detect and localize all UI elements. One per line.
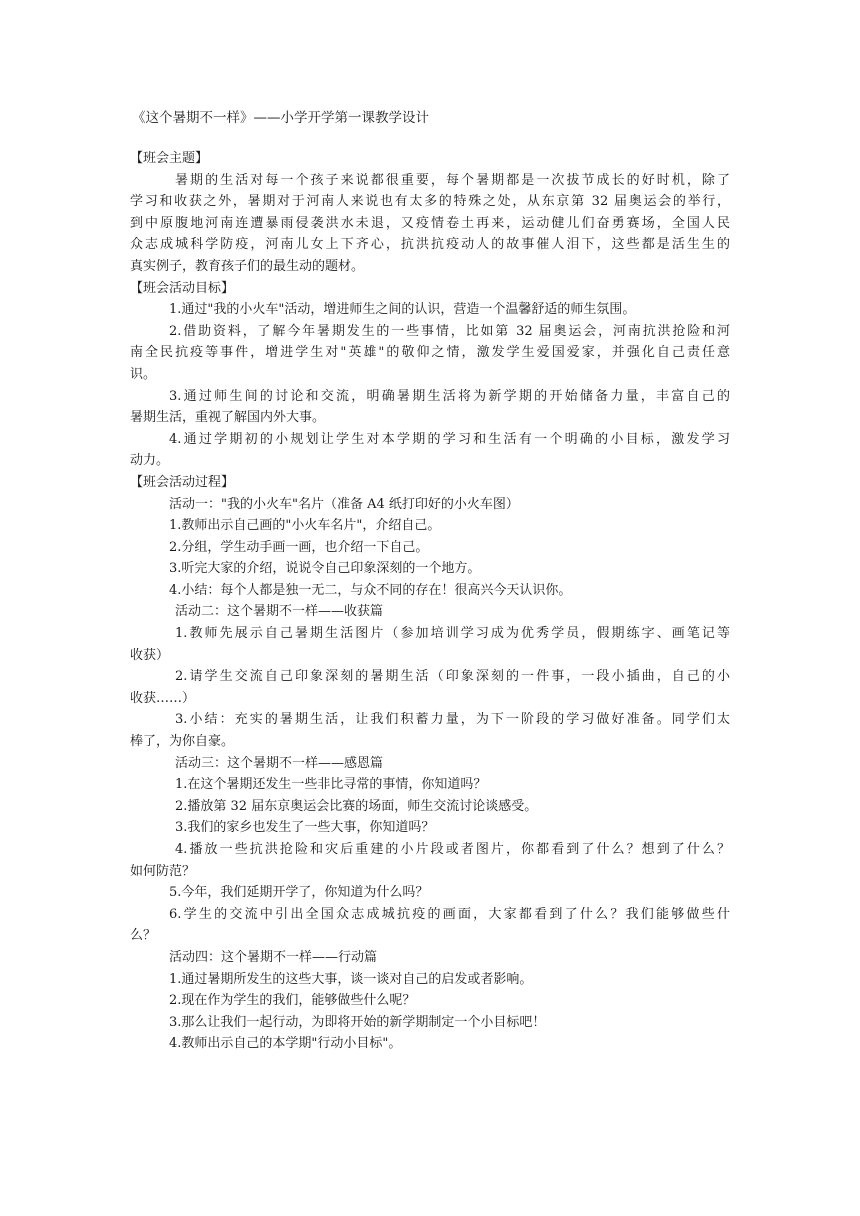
text-line: 3.那么让我们一起行动，为即将开始的新学期制定一个小目标吧！ [169, 1014, 546, 1030]
text-line: 2.现在作为学生的我们，能够做些什么呢？ [169, 993, 416, 1009]
text-line: 么？ [130, 928, 157, 944]
text-line: 3.我们的家乡也发生了一些大事，你知道吗？ [175, 820, 435, 836]
text-line: 真实例子，教育孩子们的最生动的题材。 [130, 258, 365, 274]
text-line: 1.在这个暑期还发生一些非比寻常的事情，你知道吗？ [175, 777, 487, 793]
text-line: 1.教师出示自己画的"小火车名片"，介绍自己。 [169, 518, 441, 534]
text-line: 4.小结：每个人都是独一无二，与众不同的存在！很高兴今天认识你。 [169, 582, 572, 598]
text-line: 2.播放第 32 届东京奥运会比赛的场面，师生交流讨论谈感受。 [175, 798, 538, 814]
text-line: 到中原腹地河南连遭暴雨侵袭洪水未退，又疫情卷土再来，运动健儿们奋勇赛场，全国人民 [130, 215, 730, 231]
text-line: 2.分组，学生动手画一画，也介绍一下自己。 [169, 539, 429, 555]
text-line: 活动二：这个暑期不一样——收获篇 [175, 604, 384, 620]
text-line: 活动四：这个暑期不一样——行动篇 [169, 949, 378, 965]
text-line: 3.通过师生间的讨论和交流，明确暑期生活将为新学期的开始储备力量，丰富自己的 [169, 388, 730, 404]
text-line: 收获） [130, 647, 170, 663]
text-line: 1.通过暑期所发生的这些大事，谈一谈对自己的启发或者影响。 [169, 971, 533, 987]
text-line: 3.听完大家的介绍，说说令自己印象深刻的一个地方。 [169, 561, 481, 577]
text-line: 4.教师出示自己的本学期"行动小目标"。 [169, 1036, 402, 1052]
text-line: 1.教师先展示自己暑期生活图片（参加培训学习成为优秀学员，假期练字、画笔记等 [175, 626, 730, 642]
text-line: 2.借助资料，了解今年暑期发生的一些事情，比如第 32 届奥运会，河南抗洪抢险和河 [169, 323, 730, 339]
text-line: 南全民抗疫等事件，增进学生对"英雄"的敬仰之情，激发学生爱国爱家，并强化自己责任意 [130, 345, 730, 361]
text-line: 【班会活动过程】 [130, 474, 235, 490]
text-line: 暑期的生活对每一个孩子来说都很重要，每个暑期都是一次拔节成长的好时机，除了 [175, 172, 730, 188]
text-line: 4.播放一些抗洪抢险和灾后重建的小片段或者图片，你都看到了什么？想到了什么？ [175, 842, 730, 857]
text-line: 如何防范？ [130, 863, 196, 879]
text-line: 5.今年，我们延期开学了，你知道为什么吗？ [169, 885, 429, 901]
text-line: 2.请学生交流自己印象深刻的暑期生活（印象深刻的一件事，一段小插曲，自己的小 [175, 669, 730, 685]
text-line: 【班会主题】 [130, 151, 209, 166]
text-line: 暑期生活，重视了解国内外大事。 [130, 410, 326, 426]
text-line: 4.通过学期初的小规划让学生对本学期的学习和生活有一个明确的小目标，激发学习 [169, 431, 730, 447]
text-line: 3.小结：充实的暑期生活，让我们积蓄力量，为下一阶段的学习做好准备。同学们太 [175, 712, 730, 728]
text-line: 棒了，为你自豪。 [130, 734, 235, 750]
text-line: 1.通过"我的小火车"活动，增进师生之间的认识，营造一个温馨舒适的师生氛围。 [169, 302, 636, 318]
document-title: 《这个暑期不一样》——小学开学第一课教学设计 [132, 110, 429, 126]
text-line: 众志成城科学防疫，河南儿女上下齐心，抗洪抗疫动人的故事催人泪下，这些都是活生生的 [130, 237, 730, 253]
document-body [130, 148, 730, 1055]
text-line: 学习和收获之外，暑期对于河南人来说也有太多的特殊之处，从东京第 32 届奥运会的举行， [130, 194, 730, 210]
text-line: 活动一："我的小火车"名片（准备 A4 纸打印好的小火车图） [169, 496, 519, 512]
text-line: 动力。 [130, 453, 170, 469]
text-line: 6.学生的交流中引出全国众志成城抗疫的画面，大家都看到了什么？我们能够做些什 [169, 906, 730, 922]
text-line: 活动三：这个暑期不一样——感恩篇 [175, 755, 384, 771]
text-line: 【班会活动目标】 [130, 280, 235, 296]
text-line: 收获……） [130, 690, 196, 706]
text-line: 识。 [130, 366, 157, 382]
